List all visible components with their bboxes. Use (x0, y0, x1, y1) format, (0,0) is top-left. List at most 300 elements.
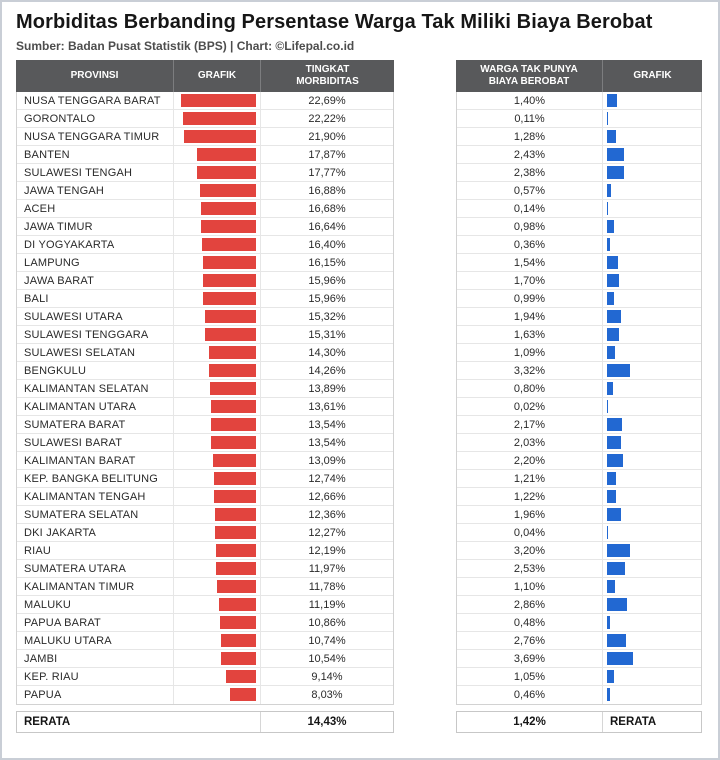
table-row (17, 290, 393, 308)
province-label: LAMPUNG (17, 254, 174, 271)
no-money-table (456, 60, 702, 733)
no-money-bar (607, 562, 625, 575)
table-row (457, 650, 701, 668)
province-label: PAPUA (17, 686, 174, 704)
no-money-bar-cell (603, 128, 701, 145)
no-money-value: 2,38% (457, 164, 603, 181)
no-money-bar-cell (603, 596, 701, 613)
no-money-bar (607, 256, 618, 269)
no-money-value: 0,80% (457, 380, 603, 397)
morbidity-value: 15,96% (308, 274, 346, 287)
province-label: BANTEN (17, 146, 174, 163)
morbidity-bar (210, 382, 256, 395)
no-money-value: 1,54% (457, 254, 603, 271)
no-money-bar-cell (603, 200, 701, 217)
morbidity-value: 13,89% (308, 382, 346, 395)
no-money-value: 1,94% (457, 308, 603, 325)
morbidity-bar-cell (174, 290, 261, 307)
table-row (17, 524, 393, 542)
average-label-left: RERATA (17, 712, 261, 732)
province-label: SULAWESI TENGAH (17, 164, 174, 181)
no-money-bar-cell (603, 506, 701, 523)
no-money-value: 1,10% (457, 578, 603, 595)
morbidity-bar-cell (174, 128, 261, 145)
no-money-bar (607, 166, 624, 179)
morbidity-bar-cell (174, 668, 261, 685)
average-label-right: RERATA (610, 716, 657, 728)
morbidity-bar (205, 328, 256, 341)
morbidity-value: 16,40% (308, 238, 346, 251)
column-header-graph-right-label: GRAFIK (633, 69, 672, 81)
table-row (457, 398, 701, 416)
table-row (17, 452, 393, 470)
table-row (17, 200, 393, 218)
no-money-value: 1,05% (457, 668, 603, 685)
no-money-bar (607, 652, 633, 665)
table-row (457, 344, 701, 362)
province-label: JAWA BARAT (17, 272, 174, 289)
morbidity-bar-cell (174, 560, 261, 577)
table-row (17, 686, 393, 704)
no-money-bar-cell (603, 362, 701, 379)
morbidity-value: 15,32% (308, 310, 346, 323)
infographic-page (2, 2, 718, 733)
no-money-bar-cell (603, 686, 701, 704)
morbidity-value: 9,14% (311, 670, 343, 683)
morbidity-bar-cell (174, 110, 261, 127)
morbidity-bar (184, 130, 256, 143)
table-row (457, 452, 701, 470)
no-money-bar-cell (603, 308, 701, 325)
table-row (457, 596, 701, 614)
table-row (457, 470, 701, 488)
morbidity-bar (226, 670, 256, 683)
province-label: JAWA TIMUR (17, 218, 174, 235)
no-money-value: 0,04% (457, 524, 603, 541)
morbidity-bar (205, 310, 256, 323)
no-money-bar (607, 382, 613, 395)
morbidity-bar-cell (174, 380, 261, 397)
morbidity-bar (221, 652, 256, 665)
table-row (457, 146, 701, 164)
morbidity-bar-cell (174, 434, 261, 451)
morbidity-bar-cell (174, 542, 261, 559)
table-row (457, 92, 701, 110)
no-money-value: 3,69% (457, 650, 603, 667)
table-row (457, 668, 701, 686)
source-line: Sumber: Badan Pusat Statistik (BPS) | Chart: ©Lifepal.co.id (16, 39, 355, 53)
table-row (17, 146, 393, 164)
morbidity-bar (215, 508, 256, 521)
morbidity-bar-cell (174, 488, 261, 505)
no-money-bar (607, 580, 615, 593)
no-money-value: 0,98% (457, 218, 603, 235)
province-label: RIAU (17, 542, 174, 559)
province-label: SULAWESI TENGGARA (17, 326, 174, 343)
province-label: NUSA TENGGARA TIMUR (17, 128, 174, 145)
table-row (17, 560, 393, 578)
no-money-bar-cell (603, 92, 701, 109)
table-row (17, 308, 393, 326)
no-money-bar-cell (603, 488, 701, 505)
morbidity-value: 14,30% (308, 346, 346, 359)
morbidity-bar (217, 580, 256, 593)
table-row (17, 506, 393, 524)
morbidity-bar (215, 526, 256, 539)
no-money-value: 3,20% (457, 542, 603, 559)
morbidity-value: 8,03% (311, 689, 343, 701)
table-row (457, 254, 701, 272)
column-header-graph-left-label: GRAFIK (197, 69, 237, 81)
no-money-value: 1,96% (457, 506, 603, 523)
morbidity-value: 11,97% (308, 562, 346, 575)
table-row (457, 164, 701, 182)
morbidity-bar-cell (174, 146, 261, 163)
no-money-bar (607, 238, 610, 251)
province-label: BALI (17, 290, 174, 307)
no-money-bar-cell (603, 560, 701, 577)
morbidity-average-row (16, 711, 394, 733)
no-money-table-body (456, 92, 702, 705)
table-row (17, 614, 393, 632)
morbidity-bar (203, 274, 256, 287)
morbidity-bar (221, 634, 257, 647)
morbidity-bar (183, 112, 256, 125)
no-money-bar-cell (603, 272, 701, 289)
table-row (17, 668, 393, 686)
no-money-value: 1,28% (457, 128, 603, 145)
no-money-bar-cell (603, 614, 701, 631)
no-money-value: 1,09% (457, 344, 603, 361)
no-money-bar (607, 364, 630, 377)
no-money-bar (607, 112, 608, 125)
no-money-value: 3,32% (457, 362, 603, 379)
table-row (457, 110, 701, 128)
morbidity-bar-cell (174, 650, 261, 667)
no-money-value: 2,86% (457, 596, 603, 613)
table-row (17, 272, 393, 290)
no-money-bar-cell (603, 164, 701, 181)
morbidity-average-value: 14,43% (307, 716, 347, 728)
no-money-bar-cell (603, 650, 701, 667)
morbidity-value: 21,90% (308, 130, 346, 143)
no-money-bar (607, 274, 619, 287)
morbidity-value: 12,74% (308, 472, 346, 485)
morbidity-bar (211, 436, 256, 449)
morbidity-bar-cell (174, 524, 261, 541)
morbidity-value: 15,96% (308, 292, 346, 305)
morbidity-value: 12,27% (308, 526, 346, 539)
province-label: JAWA TENGAH (17, 182, 174, 199)
morbidity-value: 13,54% (308, 436, 346, 449)
morbidity-bar (214, 472, 256, 485)
table-row (17, 92, 393, 110)
province-label: MALUKU (17, 596, 174, 613)
morbidity-value: 12,36% (308, 508, 346, 521)
no-money-bar (607, 598, 627, 611)
morbidity-bar (213, 454, 256, 467)
no-money-value: 2,43% (457, 146, 603, 163)
table-row (17, 110, 393, 128)
morbidity-table (16, 60, 394, 733)
page-title: Morbiditas Berbanding Persentase Warga Tak Miliki Biaya Berobat (16, 11, 653, 33)
morbidity-bar (216, 544, 256, 557)
no-money-bar (607, 616, 610, 629)
no-money-average-value: 1,42% (457, 712, 603, 732)
morbidity-bar-cell (174, 506, 261, 523)
morbidity-value: 16,15% (308, 256, 346, 269)
table-row (17, 416, 393, 434)
table-row (457, 488, 701, 506)
table-row (17, 326, 393, 344)
table-row (457, 200, 701, 218)
province-label: KALIMANTAN TIMUR (17, 578, 174, 595)
table-row (17, 470, 393, 488)
table-row (17, 596, 393, 614)
morbidity-bar-cell (174, 218, 261, 235)
no-money-bar (607, 310, 621, 323)
no-money-bar-cell (603, 380, 701, 397)
no-money-bar-cell (603, 452, 701, 469)
table-row (457, 182, 701, 200)
no-money-average-row (456, 711, 702, 733)
morbidity-bar (230, 688, 257, 701)
morbidity-bar-cell (174, 200, 261, 217)
table-row (457, 686, 701, 704)
no-money-bar-cell (603, 182, 701, 199)
province-label: BENGKULU (17, 362, 174, 379)
province-label: KEP. RIAU (17, 668, 174, 685)
morbidity-value: 11,19% (308, 598, 346, 611)
morbidity-value: 15,31% (308, 328, 346, 341)
morbidity-value: 17,87% (308, 148, 346, 161)
province-label: SUMATERA SELATAN (17, 506, 174, 523)
province-label: GORONTALO (17, 110, 174, 127)
table-row (17, 380, 393, 398)
morbidity-value: 12,19% (308, 544, 346, 557)
no-money-bar (607, 688, 610, 701)
no-money-bar-cell (603, 254, 701, 271)
morbidity-bar (200, 184, 256, 197)
no-money-value: 0,48% (457, 614, 603, 631)
table-row (457, 542, 701, 560)
column-header-no-money-label: WARGA TAK PUNYA BIAYA BEROBAT (480, 63, 578, 87)
morbidity-bar-cell (174, 308, 261, 325)
table-row (17, 398, 393, 416)
table-row (457, 380, 701, 398)
no-money-table-header (456, 60, 702, 92)
no-money-bar (607, 220, 614, 233)
province-label: KEP. BANGKA BELITUNG (17, 470, 174, 487)
province-label: ACEH (17, 200, 174, 217)
morbidity-table-header (16, 60, 394, 92)
morbidity-bar-cell (174, 182, 261, 199)
province-label: NUSA TENGGARA BARAT (17, 92, 174, 109)
province-label: JAMBI (17, 650, 174, 667)
no-money-bar-cell (603, 326, 701, 343)
no-money-value: 2,03% (457, 434, 603, 451)
morbidity-bar-cell (174, 398, 261, 415)
morbidity-bar-cell (174, 344, 261, 361)
morbidity-value: 10,54% (308, 652, 346, 665)
no-money-bar-cell (603, 290, 701, 307)
no-money-bar (607, 202, 608, 215)
table-row (457, 290, 701, 308)
morbidity-value: 13,61% (308, 400, 346, 413)
table-row (17, 164, 393, 182)
morbidity-bar (214, 490, 256, 503)
morbidity-bar (209, 346, 256, 359)
province-label: KALIMANTAN SELATAN (17, 380, 174, 397)
no-money-value: 0,99% (457, 290, 603, 307)
table-row (457, 506, 701, 524)
table-row (457, 416, 701, 434)
table-row (457, 218, 701, 236)
table-row (17, 362, 393, 380)
no-money-value: 0,14% (457, 200, 603, 217)
no-money-bar (607, 634, 626, 647)
morbidity-bar-cell (174, 614, 261, 631)
morbidity-value: 10,74% (308, 634, 346, 647)
table-row (457, 128, 701, 146)
table-row (17, 344, 393, 362)
table-row (17, 236, 393, 254)
no-money-bar (607, 148, 624, 161)
no-money-bar-cell (603, 218, 701, 235)
morbidity-bar (201, 202, 256, 215)
no-money-bar (607, 472, 616, 485)
morbidity-bar-cell (174, 254, 261, 271)
table-row (17, 488, 393, 506)
no-money-bar (607, 544, 630, 557)
no-money-bar (607, 346, 615, 359)
province-label: SUMATERA BARAT (17, 416, 174, 433)
table-row (457, 578, 701, 596)
no-money-bar-cell (603, 578, 701, 595)
province-label: PAPUA BARAT (17, 614, 174, 631)
no-money-value: 1,21% (457, 470, 603, 487)
morbidity-bar (201, 220, 256, 233)
table-row (457, 272, 701, 290)
morbidity-value: 11,78% (308, 580, 346, 593)
no-money-value: 2,76% (457, 632, 603, 649)
column-header-morbidity (261, 60, 394, 92)
no-money-bar-cell (603, 668, 701, 685)
table-row (17, 650, 393, 668)
morbidity-bar (209, 364, 256, 377)
no-money-value: 1,40% (457, 92, 603, 109)
table-row (17, 542, 393, 560)
morbidity-bar (202, 238, 256, 251)
no-money-bar (607, 184, 611, 197)
table-row (457, 614, 701, 632)
no-money-value: 2,53% (457, 560, 603, 577)
no-money-value: 1,22% (457, 488, 603, 505)
morbidity-bar (197, 148, 256, 161)
province-label: KALIMANTAN UTARA (17, 398, 174, 415)
morbidity-bar-cell (174, 596, 261, 613)
morbidity-bar-cell (174, 632, 261, 649)
morbidity-bar (181, 94, 256, 107)
morbidity-value: 17,77% (308, 166, 346, 179)
morbidity-bar (203, 292, 256, 305)
no-money-value: 0,36% (457, 236, 603, 253)
no-money-bar-cell (603, 434, 701, 451)
no-money-bar (607, 454, 623, 467)
no-money-bar-cell (603, 416, 701, 433)
no-money-bar-cell (603, 398, 701, 415)
table-row (17, 128, 393, 146)
morbidity-value: 22,69% (308, 94, 346, 107)
no-money-bar-cell (603, 236, 701, 253)
no-money-bar-cell (603, 470, 701, 487)
no-money-bar (607, 328, 619, 341)
morbidity-table-body (16, 92, 394, 705)
morbidity-bar-cell (174, 236, 261, 253)
table-row (17, 182, 393, 200)
morbidity-bar (216, 562, 256, 575)
no-money-bar (607, 130, 616, 143)
column-header-province-label: PROVINSI (70, 69, 119, 81)
table-row (457, 524, 701, 542)
province-label: SULAWESI BARAT (17, 434, 174, 451)
no-money-bar-cell (603, 146, 701, 163)
table-row (17, 578, 393, 596)
morbidity-bar-cell (174, 470, 261, 487)
morbidity-bar (203, 256, 256, 269)
province-label: KALIMANTAN TENGAH (17, 488, 174, 505)
province-label: MALUKU UTARA (17, 632, 174, 649)
morbidity-bar-cell (174, 164, 261, 181)
no-money-bar-cell (603, 110, 701, 127)
no-money-bar-cell (603, 632, 701, 649)
no-money-bar-cell (603, 542, 701, 559)
morbidity-bar (197, 166, 256, 179)
province-label: DI YOGYAKARTA (17, 236, 174, 253)
morbidity-bar-cell (174, 452, 261, 469)
morbidity-value: 22,22% (308, 112, 346, 125)
morbidity-value: 13,54% (308, 418, 346, 431)
no-money-value: 0,02% (457, 398, 603, 415)
province-label: SULAWESI SELATAN (17, 344, 174, 361)
morbidity-value: 16,88% (308, 184, 346, 197)
morbidity-bar (211, 400, 256, 413)
table-row (457, 326, 701, 344)
table-row (457, 434, 701, 452)
morbidity-bar-cell (174, 578, 261, 595)
no-money-value: 0,46% (457, 686, 603, 704)
morbidity-value: 16,64% (308, 220, 346, 233)
no-money-bar (607, 436, 621, 449)
province-label: SUMATERA UTARA (17, 560, 174, 577)
morbidity-bar-cell (174, 362, 261, 379)
morbidity-bar (211, 418, 256, 431)
province-label: DKI JAKARTA (17, 524, 174, 541)
morbidity-value: 12,66% (308, 490, 346, 503)
table-row (457, 632, 701, 650)
morbidity-bar-cell (174, 686, 261, 704)
morbidity-value: 16,68% (308, 202, 346, 215)
table-row (457, 362, 701, 380)
no-money-bar (607, 670, 614, 683)
no-money-value: 2,20% (457, 452, 603, 469)
column-header-province (16, 60, 174, 92)
table-row (457, 236, 701, 254)
table-row (17, 254, 393, 272)
tables-wrap (16, 60, 704, 733)
morbidity-value: 13,09% (308, 454, 346, 467)
column-header-graph-right (603, 60, 702, 92)
